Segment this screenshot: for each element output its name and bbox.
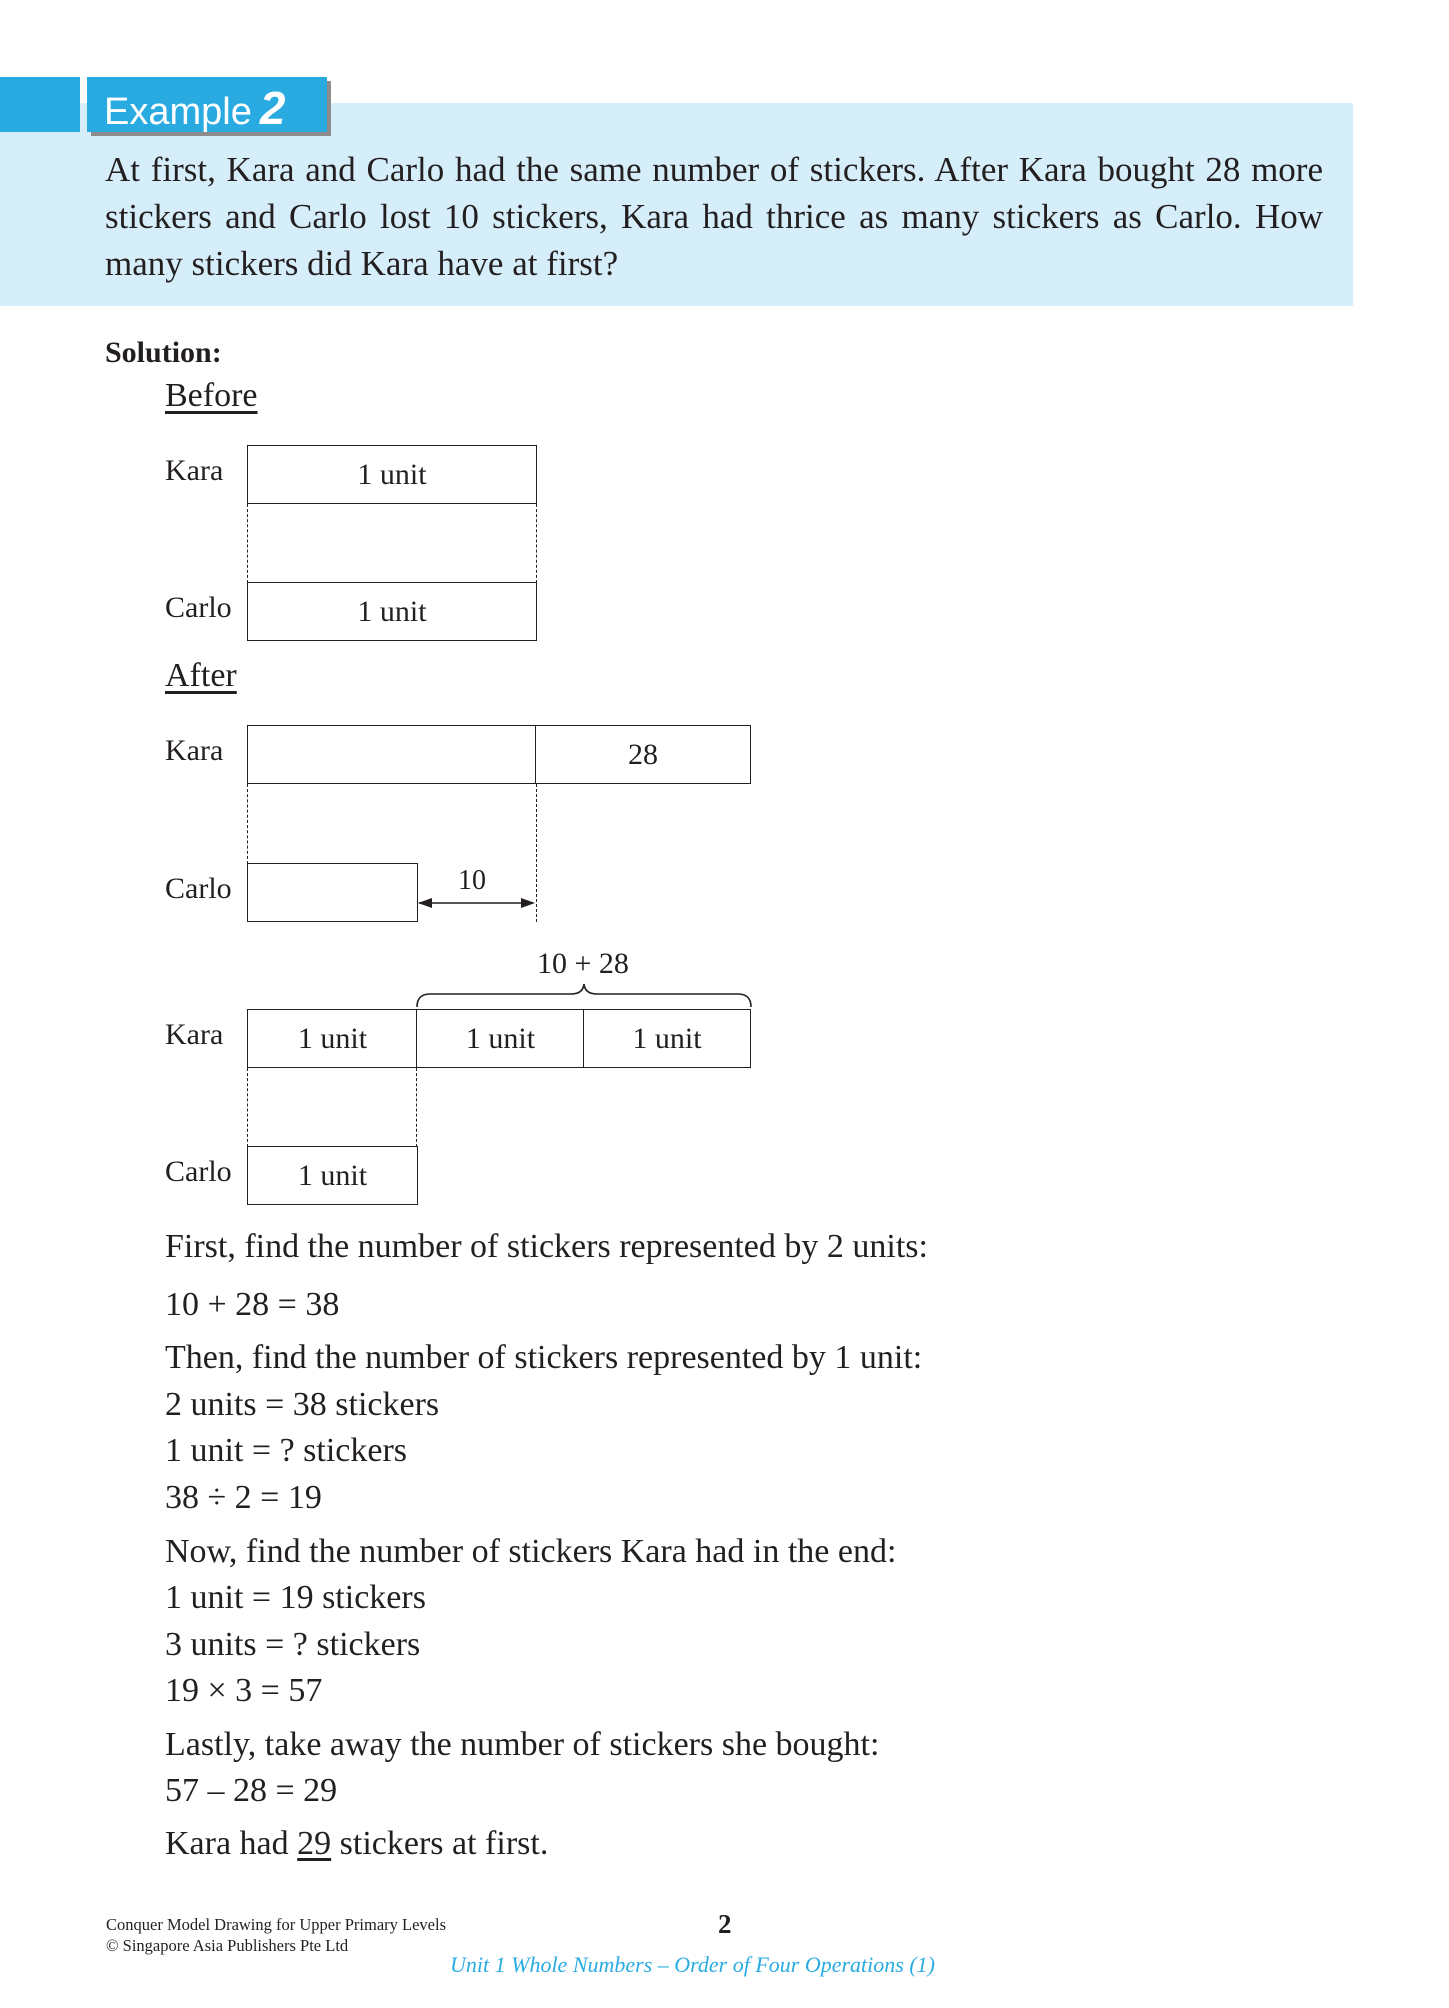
units-kara-name: Kara: [165, 1018, 224, 1051]
footer-copyright: © Singapore Asia Publishers Pte Ltd: [106, 1936, 349, 1955]
step-text: 1 unit = ? stickers: [165, 1432, 408, 1469]
after-carlo-name: Carlo: [165, 872, 232, 905]
unit-title: Unit 1 Whole Numbers – Order of Four Operations (1): [450, 1952, 935, 1977]
after-kara-bar: [247, 725, 537, 784]
before-carlo-bar: 1 unit: [247, 582, 537, 641]
after-kara-extra-bar: 28: [535, 725, 751, 784]
step-text: Then, find the number of stickers represented by 1 unit:: [165, 1339, 923, 1376]
step-text: 2 units = 38 stickers: [165, 1386, 440, 1423]
page-number: 2: [718, 1909, 732, 1939]
units-carlo-name: Carlo: [165, 1155, 232, 1188]
step-text: 57 – 28 = 29: [165, 1772, 338, 1809]
step-text: Now, find the number of stickers Kara had in the end:: [165, 1533, 897, 1570]
after-kara-name: Kara: [165, 734, 224, 767]
units-kara-bar: 1 unit: [583, 1009, 751, 1068]
step-text: 38 ÷ 2 = 19: [165, 1479, 322, 1516]
step-text: 3 units = ? stickers: [165, 1626, 421, 1663]
curly-brace: [414, 982, 754, 1010]
answer-sentence: Kara had 29 stickers at first.: [165, 1825, 549, 1862]
step-text: 1 unit = 19 stickers: [165, 1579, 426, 1616]
solution-label: Solution:: [105, 336, 222, 369]
example-tab: [87, 77, 327, 132]
example-label: Example 2: [104, 82, 286, 134]
units-kara-bar: 1 unit: [247, 1009, 418, 1068]
units-kara-bar: 1 unit: [416, 1009, 585, 1068]
step-text: 10 + 28 = 38: [165, 1286, 340, 1323]
before-carlo-name: Carlo: [165, 591, 232, 624]
answer-value: 29: [297, 1825, 332, 1862]
footer-book-info: [106, 1914, 446, 1956]
units-carlo-bar: 1 unit: [247, 1146, 418, 1205]
problem-text: At first, Kara and Carlo had the same number of stickers. After Kara bought 28 more stickers and Carlo lost 10 stickers, Kara had thrice as many stickers as Carlo. How many stickers did Kara have at first?: [105, 150, 1323, 283]
dashed-guide: [416, 1068, 417, 1147]
before-heading: Before: [165, 377, 258, 414]
example-number: 2: [259, 82, 286, 134]
dashed-guide: [536, 504, 537, 583]
header-accent: [0, 77, 80, 132]
after-carlo-bar: [247, 863, 418, 922]
lost-label: 10: [458, 865, 486, 896]
before-kara-bar: 1 unit: [247, 445, 537, 504]
before-kara-name: Kara: [165, 454, 224, 487]
dashed-guide: [247, 784, 248, 864]
dashed-guide: [247, 504, 248, 583]
step-text: Lastly, take away the number of stickers she bought:: [165, 1726, 880, 1763]
dashed-guide: [247, 1068, 248, 1147]
step-text: 19 × 3 = 57: [165, 1672, 323, 1709]
footer-book-title: Conquer Model Drawing for Upper Primary Levels: [106, 1915, 446, 1934]
step-text: First, find the number of stickers represented by 2 units:: [165, 1228, 928, 1265]
after-heading: After: [165, 657, 237, 694]
brace-label: 10 + 28: [537, 947, 629, 980]
